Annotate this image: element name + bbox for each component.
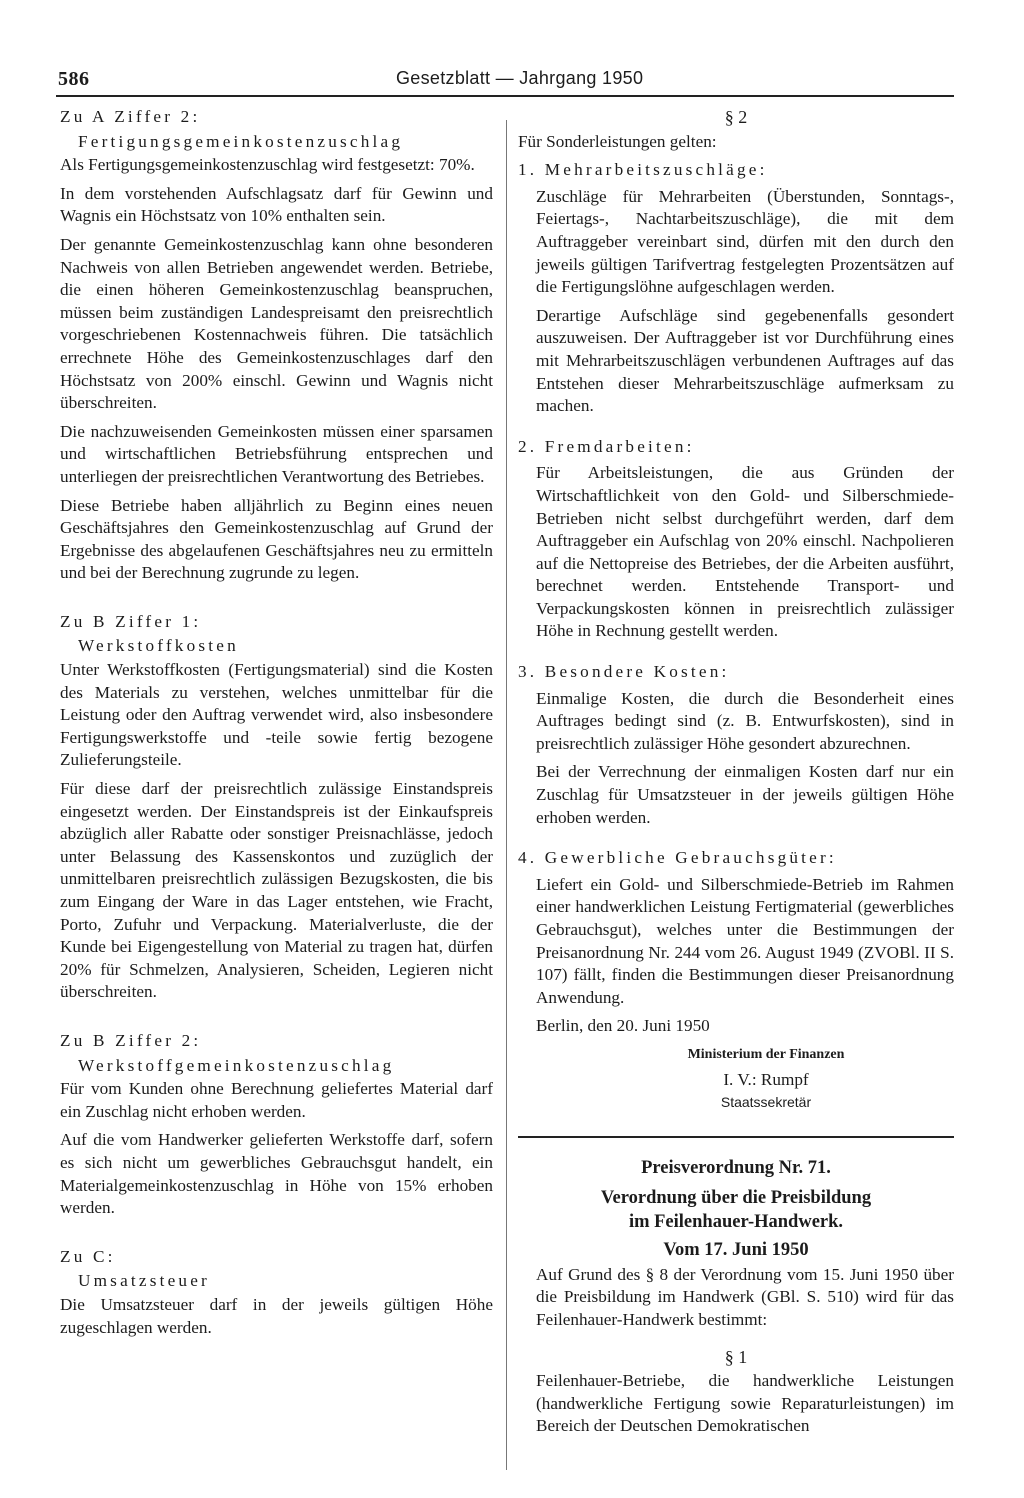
signatory: I. V.: Rumpf [723, 1069, 809, 1089]
section-subheading-c: Umsatzsteuer [78, 1271, 210, 1291]
section-subheading-b1: Werkstoffkosten [78, 636, 239, 656]
page-header [58, 62, 952, 92]
paragraph: Für Arbeitsleistungen, die aus Gründen der Wirtschaftlichkeit von den Gold- und Silberschmiede-Betrieben nicht selbst durchgeführt werden, darf dem Auftraggeber ein Aufschlag von 20% einschl. Nachpolieren auf die Nettopreise des Betriebes, der die Arbeiten ausführt, berechnet werden. Entstehende Transport- und Verpackungskosten können in preisrechtlich zulässiger Höhe in Rechnung gestellt werden. [536, 463, 954, 641]
paragraph: Für Sonderleistungen gelten: [518, 131, 717, 151]
section-heading-b1: Zu B Ziffer 1: [60, 611, 202, 631]
section-mark: § 1 [724, 1346, 748, 1367]
section-heading-a2: Zu A Ziffer 2: [60, 107, 201, 126]
section-subheading-a2: Fertigungsgemeinkostenzuschlag [78, 131, 404, 151]
paragraph: Einmalige Kosten, die durch die Besonderheit eines Auftrages bedingt sind (z. B. Entwurfskosten), sind in preisrechtlich zulässiger Höhe gesondert abzurechnen. [536, 688, 954, 753]
list-item-heading: 3. Besondere Kosten: [518, 662, 730, 682]
column-divider [506, 120, 507, 1470]
paragraph: Zuschläge für Mehrarbeiten (Überstunden, Sonntags-, Feiertags-, Nachtarbeitszuschläge), die mit dem Auftraggeber vereinbart sind, dürfen mit den durch den jeweils gültigen Tarifvertrag festgelegten Prozentsätzen auf die Fertigungslöhne aufgeschlagen werden. [536, 186, 954, 297]
paragraph: Der genannte Gemeinkostenzuschlag kann ohne besonderen Nachweis von allen Betrieben angewendet werden. Betriebe, die einen höheren Gemeinkostenzuschlag beanspruchen, müssen beim zuständigen Landespreisamt den preisrechtlich vorgeschriebenen Kostennachweis führen. Die tatsächlich errechnete Höhe des Gemeinkostenzuschlages darf den Höchstsatz von 200% einschl. Gewinn und Wagnis nicht überschreiten. [60, 234, 493, 413]
paragraph: Für vom Kunden ohne Berechnung geliefertes Material darf ein Zuschlag nicht erhoben werden. [60, 1079, 493, 1121]
ministry-name: Ministerium der Finanzen [687, 1046, 845, 1062]
decree-number: Preisverordnung Nr. 71. [641, 1157, 831, 1178]
decree-title-line-2: im Feilenhauer-Handwerk. [628, 1211, 844, 1232]
paragraph: Die nachzuweisenden Gemeinkosten müssen einer sparsamen und wirtschaftlichen Betriebsführung entsprechen und unterliegen der preisrechtlichen Verantwortung des Betriebes. [60, 421, 493, 486]
section-rule [518, 1136, 954, 1138]
list-item-heading: 4. Gewerbliche Gebrauchsgüter: [518, 848, 837, 868]
decree-title-line-1: Verordnung über die Preisbildung [600, 1187, 872, 1208]
section-mark: § 2 [724, 107, 748, 127]
place-date: Berlin, den 20. Juni 1950 [536, 1016, 710, 1036]
decree-preamble: Auf Grund des § 8 der Verordnung vom 15. Juni 1950 über die Preisbildung im Handwerk (GBl. S. 510) wird für das Feilenhauer-Handwerk bestimmt: [536, 1264, 954, 1329]
decree-date: Vom 17. Juni 1950 [663, 1239, 809, 1260]
paragraph: Bei der Verrechnung der einmaligen Kosten darf nur ein Zuschlag für Umsatzsteuer in der jeweils gültigen Höhe erhoben werden. [536, 762, 954, 827]
paragraph: Derartige Aufschläge sind gegebenenfalls gesondert auszuweisen. Der Auftraggeber ist vor Durchführung eines mit Mehrarbeitszuschlägen verbundenen Auftrages auf das Entstehen dieser Mehrarbeitszuschläge aufmerksam zu machen. [536, 305, 954, 416]
paragraph: Für diese darf der preisrechtlich zulässige Einstandspreis eingesetzt werden. Der Einstandspreis ist der Einkaufspreis abzüglich aller Rabatte oder sonstiger Preisnachlässe, jedoch unter Belassung des Kassenskontos und zuzüglich der unmittelbaren preisrechtlich zulässigen Bezugskosten, die bis zum Eingang der Ware in das Lager entstehen, wie Fracht, Porto, Zufuhr und Verpackung. Materialverluste, die der Kunde bei Eigengestellung von Material zu tragen hat, dürfen 20% für Schmelzen, Analysieren, Scheiden, Legieren nicht überschreiten. [60, 779, 493, 1002]
section-heading-b2: Zu B Ziffer 2: [60, 1030, 202, 1050]
list-item-heading: 2. Fremdarbeiten: [518, 436, 695, 456]
paragraph: Unter Werkstoffkosten (Fertigungsmaterial) sind die Kosten des Materials zu verstehen, welches unmittelbar für die Leistung oder den Auftrag verwendet wird, also insbesondere Fertigungswerkstoffe und -teile sowie fertig bezogene Zulieferungsteile. [60, 660, 493, 770]
paragraph: Liefert ein Gold- und Silberschmiede-Betrieb im Rahmen einer handwerklichen Leistung Fertigmaterial (gewerbliches Gebrauchsgut), welches unter die Bestimmungen der Preisanordnung Nr. 244 vom 26. August 1949 (ZVOBl. II S. 107) fällt, finden die Bestimmungen dieser Preisanordnung Anwendung. [536, 874, 954, 1007]
header-rule [56, 95, 954, 97]
paragraph: Auf die vom Handwerker gelieferten Werkstoffe darf, sofern es sich nicht um gewerbliches Gebrauchsgut handelt, ein Materialgemeinkostenzuschlag in Höhe von 15% erhoben werden. [60, 1130, 493, 1218]
section-heading-c: Zu C: [60, 1246, 116, 1266]
paragraph: Diese Betriebe haben alljährlich zu Beginn eines neuen Geschäftsjahres den Gemeinkostenzuschlag auf Grund der Ergebnisse des abgelaufenen Geschäftsjahres neu zu ermitteln und bei der Berechnung zugrunde zu legen. [60, 495, 493, 583]
paragraph: Feilenhauer-Betriebe, die handwerkliche Leistungen (handwerkliche Fertigung sowie Reparaturleistungen) im Bereich der Deutschen Demokratischen [536, 1371, 954, 1436]
section-subheading-b2: Werkstoffgemeinkostenzuschlag [78, 1055, 395, 1075]
running-title: Gesetzblatt — Jahrgang 1950 [396, 68, 644, 88]
right-column [518, 106, 954, 1444]
paragraph: Als Fertigungsgemeinkostenzuschlag wird festgesetzt: 70%. [60, 155, 475, 175]
paragraph: Die Umsatzsteuer darf in der jeweils gültigen Höhe zugeschlagen werden. [60, 1294, 493, 1337]
page-number: 586 [58, 68, 90, 90]
list-item-heading: 1. Mehrarbeitszuschläge: [518, 160, 768, 180]
signatory-title: Staatssekretär [720, 1094, 812, 1111]
paragraph: In dem vorstehenden Aufschlagsatz darf für Gewinn und Wagnis ein Höchstsatz von 10% enthalten sein. [60, 183, 493, 226]
left-column [60, 106, 493, 1345]
